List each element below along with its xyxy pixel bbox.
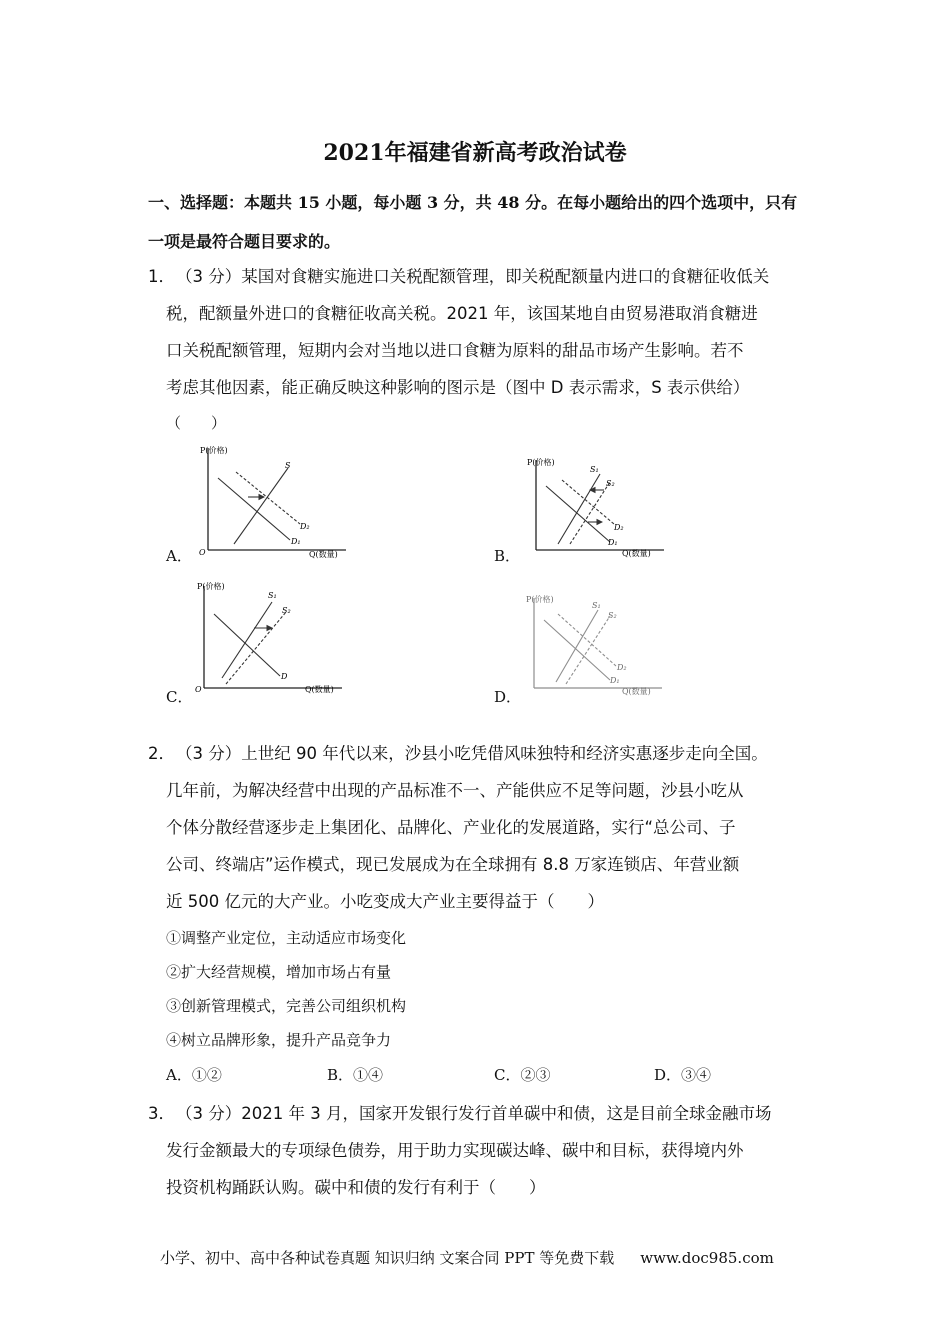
q2-line-3: 个体分散经营逐步走上集团化、品牌化、产业化的发展道路，实行“总公司、子 <box>166 818 736 837</box>
q2-choice-d: D．③④ <box>654 1066 712 1084</box>
q1-line-3: 口关税配额管理，短期内会对当地以进口食糖为原料的甜品市场产生影响。若不 <box>166 341 744 360</box>
graph-c <box>192 578 352 698</box>
graph-b-d2-label: D₂ <box>614 523 624 532</box>
graph-a-d1-curve <box>218 478 290 540</box>
graph-c-origin: O <box>195 685 202 694</box>
q1-option-d-letter: D． <box>494 688 522 706</box>
graph-a-s-label: S <box>285 461 291 470</box>
q1-option-c-letter: C． <box>166 688 193 706</box>
q2-item-3: ③创新管理模式，完善公司组织机构 <box>166 997 407 1015</box>
graph-b-q-label: Q(数量) <box>622 549 651 558</box>
q1-option-a-letter: A． <box>166 547 192 565</box>
graph-c-s1-label: S₁ <box>268 591 277 600</box>
graph-a-q-label: Q(数量) <box>309 550 338 559</box>
graph-d-q-label: Q(数量) <box>622 687 651 696</box>
graph-d-s1-curve <box>556 610 598 682</box>
q2-line-4: 公司、终端店”运作模式，现已发展成为在全球拥有 8.8 万家连锁店、年营业额 <box>166 855 740 874</box>
footer-text: 小学、初中、高中各种试卷真题 知识归纳 文案合同 PPT 等免费下载 <box>160 1249 615 1267</box>
graph-b <box>524 452 674 562</box>
graph-c-d-label: D <box>281 672 288 681</box>
graph-a-d2-label: D₂ <box>300 522 310 531</box>
q2-item-1: ①调整产业定位，主动适应市场变化 <box>166 929 407 947</box>
q3-line-1: （3 分）2021 年 3 月，国家开发银行发行首单碳中和债，这是目前全球金融市场 <box>176 1104 772 1123</box>
q2-number: 2． <box>148 744 175 763</box>
q1-number: 1． <box>148 267 175 286</box>
q2-choice-c: C．②③ <box>494 1066 551 1084</box>
graph-d-s1-label: S₁ <box>592 601 601 610</box>
graph-a <box>196 440 356 560</box>
q1-line-2: 税，配额量外进口的食糖征收高关税。2021 年，该国某地自由贸易港取消食糖进 <box>166 304 758 323</box>
footer-url[interactable]: www.doc985.com <box>640 1249 774 1267</box>
graph-c-p-label: P(价格) <box>197 582 225 591</box>
q2-line-1: （3 分）上世纪 90 年代以来，沙县小吃凭借风味独特和经济实惠逐步走向全国。 <box>176 744 768 763</box>
q1-line-4: 考虑其他因素，能正确反映这种影响的图示是（图中 D 表示需求，S 表示供给） <box>166 378 750 397</box>
graph-d <box>522 590 672 700</box>
section-heading-line-1: 一、选择题：本题共 15 小题，每小题 3 分，共 48 分。在每小题给出的四个选项中，只有 <box>148 193 798 212</box>
graph-a-s-curve <box>234 468 288 544</box>
graph-a-d1-label: D₁ <box>291 537 301 546</box>
q3-line-2: 发行金额最大的专项绿色债券，用于助力实现碳达峰、碳中和目标，获得境内外 <box>166 1141 744 1160</box>
q1-option-b-letter: B． <box>494 547 521 565</box>
page-footer <box>160 1247 774 1268</box>
graph-a-p-label: P(价格) <box>200 446 228 455</box>
graph-b-d1-label: D₁ <box>608 538 618 547</box>
q2-choice-a: A．①② <box>166 1066 222 1084</box>
q3-line-3: 投资机构踊跃认购。碳中和债的发行有利于（ ） <box>166 1178 546 1197</box>
graph-d-d1-label: D₁ <box>610 676 620 685</box>
graph-b-d1-curve <box>546 486 610 542</box>
graph-a-origin: O <box>199 548 206 557</box>
graph-c-s2-label: S₂ <box>282 606 291 615</box>
graph-b-s1-curve <box>558 474 600 544</box>
q1-line-1: （3 分）某国对食糖实施进口关税配额管理，即关税配额量内进口的食糖征收低关 <box>176 267 770 286</box>
graph-d-s2-label: S₂ <box>608 611 617 620</box>
q2-item-4: ④树立品牌形象，提升产品竞争力 <box>166 1031 392 1049</box>
graph-c-q-label: Q(数量) <box>305 685 334 694</box>
graph-d-d1-curve <box>544 620 610 680</box>
q2-item-2: ②扩大经营规模，增加市场占有量 <box>166 963 392 981</box>
graph-d-p-label: P(价格) <box>526 595 554 604</box>
graph-b-p-label: P(价格) <box>527 458 555 467</box>
q2-line-5: 近 500 亿元的大产业。小吃变成大产业主要得益于（ ） <box>166 892 604 911</box>
graph-c-d-curve <box>214 614 280 676</box>
graph-b-s2-label: S₂ <box>606 479 615 488</box>
graph-d-d2-label: D₂ <box>617 663 627 672</box>
graph-c-s1-curve <box>222 602 272 678</box>
q2-choice-b: B．①④ <box>327 1066 384 1084</box>
page-title: 2021年福建省新高考政治试卷 <box>323 140 627 166</box>
q3-number: 3． <box>148 1104 175 1123</box>
q2-line-2: 几年前，为解决经营中出现的产品标准不一、产能供应不足等问题，沙县小吃从 <box>166 781 744 800</box>
graph-a-d2-curve <box>236 472 300 524</box>
section-heading-line-2: 一项是最符合题目要求的。 <box>148 232 341 251</box>
graph-b-s1-label: S₁ <box>590 465 599 474</box>
q1-answer-paren: （ ） <box>166 414 227 432</box>
